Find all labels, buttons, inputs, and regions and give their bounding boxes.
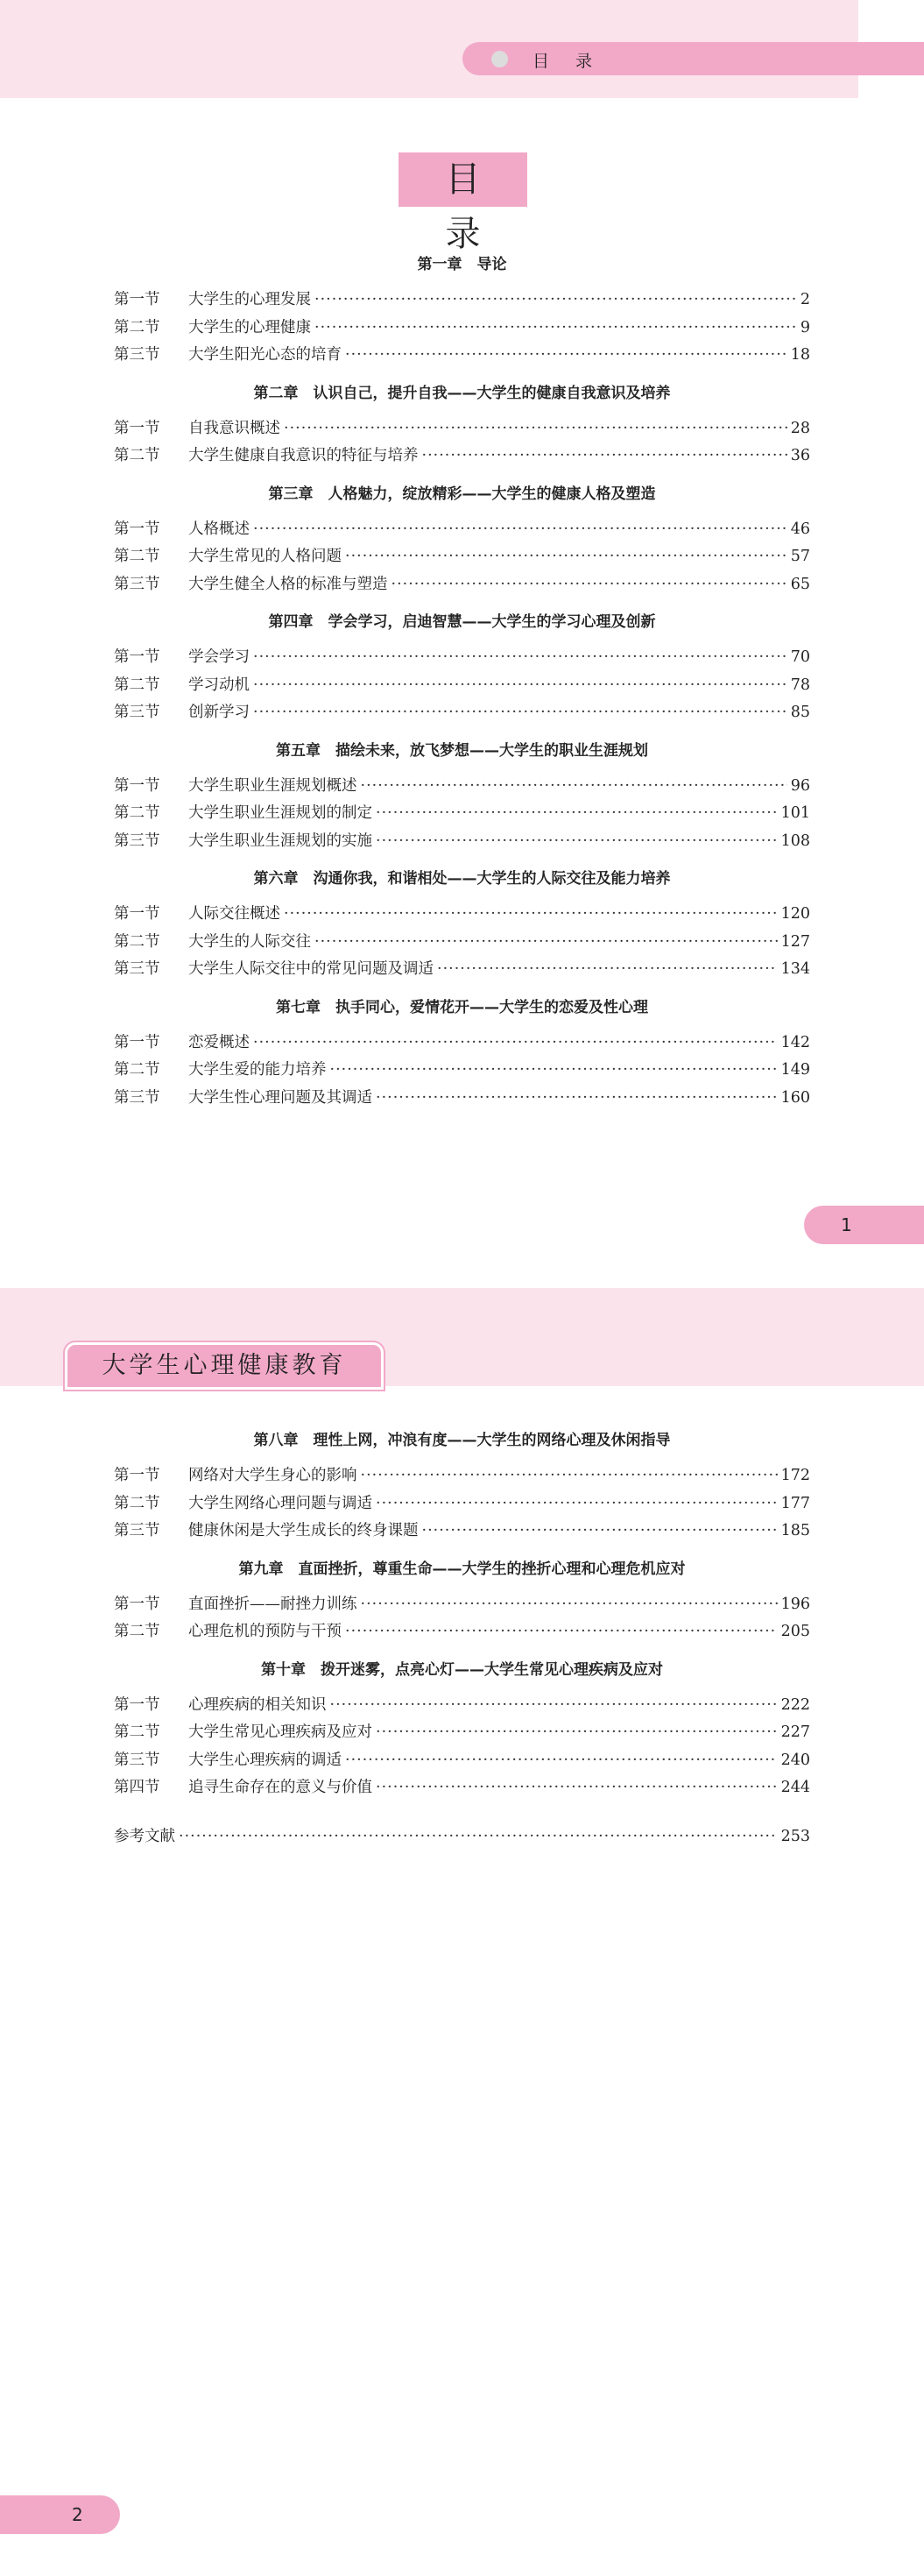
dot-leader — [314, 315, 797, 343]
section-title: 大学生的人际交往 — [188, 932, 311, 951]
dot-leader — [376, 1490, 778, 1518]
section-number: 第二节 — [114, 548, 160, 565]
chapter-heading: 第七章 执手同心，爱情花开——大学生的恋爱及性心理 — [276, 998, 648, 1016]
section-number: 第三节 — [114, 1751, 160, 1769]
section-title: 大学生心理疾病的调适 — [188, 1751, 342, 1769]
section-number: 第一节 — [114, 1467, 160, 1484]
toc-entry[interactable] — [114, 543, 810, 571]
section-number: 第二节 — [114, 932, 160, 951]
page-ref: 28 — [790, 419, 810, 437]
section-number: 第三节 — [114, 832, 160, 850]
toc-entry[interactable] — [114, 1719, 810, 1747]
dot-leader — [345, 342, 787, 370]
toc-entry[interactable] — [114, 773, 810, 801]
section-title: 大学生常见心理疾病及应对 — [188, 1723, 372, 1741]
page-ref: 177 — [780, 1494, 810, 1512]
chapter-heading: 第十章 拨开迷雾，点亮心灯——大学生常见心理疾病及应对 — [261, 1660, 663, 1679]
section-title: 大学生网络心理问题与调适 — [188, 1494, 372, 1512]
dot-leader — [253, 1030, 778, 1058]
section-number: 第二节 — [114, 804, 160, 822]
chapter-heading: 第八章 理性上网，冲浪有度——大学生的网络心理及休闲指导 — [253, 1432, 671, 1449]
dot-leader — [376, 800, 778, 828]
section-number: 第一节 — [114, 1695, 160, 1714]
header-tab-label: 目 录 — [533, 52, 603, 71]
section-number: 第一节 — [114, 905, 160, 923]
page-ref: 46 — [790, 520, 810, 538]
toc-entry[interactable] — [114, 1518, 810, 1546]
toc-entry[interactable] — [114, 1618, 810, 1646]
page-number: 2 — [0, 2495, 120, 2534]
page-title: 目 录 — [399, 152, 527, 207]
section-title: 大学生职业生涯规划的实施 — [188, 832, 372, 850]
section-title: 学习动机 — [188, 676, 250, 694]
section-title: 大学生健全人格的标准与塑造 — [188, 575, 388, 593]
section-title: 网络对大学生身心的影响 — [188, 1467, 357, 1484]
section-number: 第一节 — [114, 419, 160, 437]
page-ref: 149 — [780, 1061, 810, 1079]
book-title: 大学生心理健康教育 — [65, 1342, 384, 1390]
dot-leader — [422, 442, 787, 471]
references-title: 参考文献 — [114, 1827, 175, 1845]
page-ref: 172 — [780, 1467, 810, 1484]
toc-entry[interactable] — [114, 1057, 810, 1085]
section-number: 第三节 — [114, 1088, 160, 1107]
dot-leader — [330, 1692, 778, 1720]
table-of-contents — [114, 251, 810, 1112]
section-title: 大学生人际交往中的常见问题及调适 — [188, 960, 434, 978]
dot-leader — [284, 901, 778, 929]
dot-leader — [361, 1462, 778, 1490]
section-number: 第一节 — [114, 776, 160, 795]
page-ref: 57 — [790, 548, 810, 565]
dot-leader — [314, 287, 797, 315]
dot-leader — [437, 956, 778, 984]
dot-leader — [422, 1518, 778, 1546]
page-ref: 85 — [790, 704, 810, 721]
page-ref: 78 — [790, 676, 810, 694]
section-title: 大学生的心理健康 — [188, 318, 311, 336]
section-title: 心理疾病的相关知识 — [188, 1695, 327, 1714]
page-ref: 253 — [780, 1827, 810, 1845]
toc-entry[interactable] — [114, 929, 810, 957]
toc-page-2 — [0, 1288, 924, 2576]
section-title: 大学生性心理问题及其调适 — [188, 1088, 372, 1107]
section-title: 人际交往概述 — [188, 905, 280, 923]
dot-leader — [376, 1774, 778, 1802]
toc-entry[interactable] — [114, 956, 810, 984]
dot-leader — [345, 1618, 778, 1646]
section-title: 大学生职业生涯规划概述 — [188, 776, 357, 795]
dot-leader — [376, 1719, 778, 1747]
page-ref: 240 — [780, 1751, 810, 1769]
toc-entry[interactable] — [114, 415, 810, 443]
section-title: 大学生阳光心态的培育 — [188, 346, 342, 364]
page-ref: 196 — [780, 1595, 810, 1613]
section-number: 第一节 — [114, 520, 160, 538]
section-title: 健康休闲是大学生成长的终身课题 — [188, 1522, 419, 1539]
page-ref: 96 — [790, 776, 810, 795]
toc-entry[interactable] — [114, 901, 810, 929]
dot-leader — [253, 516, 787, 544]
section-number: 第三节 — [114, 575, 160, 593]
chapter-heading: 第二章 认识自己，提升自我——大学生的健康自我意识及培养 — [253, 384, 671, 402]
section-number: 第二节 — [114, 1061, 160, 1079]
section-title: 追寻生命存在的意义与价值 — [188, 1779, 372, 1796]
page-number: 1 — [804, 1206, 924, 1244]
section-title: 学会学习 — [188, 648, 250, 666]
section-number: 第三节 — [114, 704, 160, 721]
toc-entry[interactable] — [114, 828, 810, 856]
toc-entry[interactable] — [114, 1692, 810, 1720]
chapter-heading: 第九章 直面挫折，尊重生命——大学生的挫折心理和心理危机应对 — [238, 1560, 686, 1578]
section-title: 大学生职业生涯规划的制定 — [188, 804, 372, 822]
page-ref: 160 — [780, 1088, 810, 1107]
dot-leader — [376, 828, 778, 856]
toc-entry[interactable] — [114, 342, 810, 370]
page-ref: 244 — [780, 1779, 810, 1796]
page-ref: 120 — [780, 905, 810, 923]
toc-entry[interactable] — [114, 571, 810, 599]
section-number: 第三节 — [114, 1522, 160, 1539]
toc-entry[interactable] — [114, 1591, 810, 1619]
page-ref: 70 — [790, 648, 810, 666]
section-number: 第二节 — [114, 318, 160, 336]
section-title: 创新学习 — [188, 704, 250, 721]
page-ref: 36 — [790, 447, 810, 464]
toc-entry[interactable] — [114, 1747, 810, 1775]
toc-entry[interactable] — [114, 1462, 810, 1490]
dot-leader — [314, 929, 778, 957]
toc-entry[interactable] — [114, 516, 810, 544]
chapter-heading: 第五章 描绘未来，放飞梦想——大学生的职业生涯规划 — [276, 741, 648, 760]
section-number: 第一节 — [114, 648, 160, 666]
section-number: 第一节 — [114, 1595, 160, 1613]
page-ref: 185 — [780, 1522, 810, 1539]
section-number: 第四节 — [114, 1779, 160, 1796]
toc-entry[interactable] — [114, 287, 810, 315]
toc-entry[interactable] — [114, 1490, 810, 1518]
dot-leader — [253, 644, 787, 672]
section-title: 大学生爱的能力培养 — [188, 1061, 327, 1079]
section-title: 大学生健康自我意识的特征与培养 — [188, 447, 419, 464]
chapter-heading: 第六章 沟通你我，和谐相处——大学生的人际交往及能力培养 — [253, 870, 671, 888]
section-number: 第二节 — [114, 1494, 160, 1512]
toc-entry[interactable] — [114, 315, 810, 343]
dot-leader — [361, 1591, 778, 1619]
toc-entry[interactable] — [114, 1030, 810, 1058]
table-of-contents — [114, 1427, 810, 1851]
section-number: 第一节 — [114, 291, 160, 308]
toc-entry[interactable] — [114, 699, 810, 727]
section-number: 第二节 — [114, 1723, 160, 1741]
chapter-heading: 第四章 学会学习，启迪智慧——大学生的学习心理及创新 — [268, 613, 656, 631]
header-tab — [462, 42, 924, 75]
toc-entry[interactable] — [114, 442, 810, 471]
page-ref: 2 — [800, 291, 810, 308]
page-ref: 222 — [780, 1695, 810, 1714]
dot-leader — [179, 1823, 778, 1851]
section-number: 第三节 — [114, 346, 160, 364]
page-ref: 205 — [780, 1623, 810, 1640]
page-ref: 127 — [780, 932, 810, 951]
dot-leader — [361, 773, 787, 801]
section-title: 恋爱概述 — [188, 1033, 250, 1051]
toc-entry[interactable] — [114, 800, 810, 828]
toc-entry[interactable] — [114, 1085, 810, 1113]
section-title: 心理危机的预防与干预 — [188, 1623, 342, 1640]
dot-leader — [345, 1747, 778, 1775]
circle-icon — [491, 51, 508, 67]
page-ref: 18 — [790, 346, 810, 364]
section-title: 大学生常见的人格问题 — [188, 548, 342, 565]
section-number: 第二节 — [114, 1623, 160, 1640]
dot-leader — [345, 543, 787, 571]
page-ref: 108 — [780, 832, 810, 850]
page-ref: 227 — [780, 1723, 810, 1741]
page-ref: 101 — [780, 804, 810, 822]
page-ref: 142 — [780, 1033, 810, 1051]
page-ref: 134 — [780, 960, 810, 978]
page-ref: 9 — [800, 318, 810, 336]
toc-entry[interactable] — [114, 672, 810, 700]
section-title: 人格概述 — [188, 520, 250, 538]
section-title: 直面挫折——耐挫力训练 — [188, 1595, 357, 1613]
section-number: 第三节 — [114, 960, 160, 978]
section-number: 第二节 — [114, 447, 160, 464]
dot-leader — [253, 699, 787, 727]
toc-entry[interactable] — [114, 1774, 810, 1802]
section-number: 第二节 — [114, 676, 160, 694]
chapter-heading: 第三章 人格魅力，绽放精彩——大学生的健康人格及塑造 — [268, 485, 656, 503]
dot-leader — [376, 1085, 778, 1113]
section-number: 第一节 — [114, 1033, 160, 1051]
dot-leader — [284, 415, 787, 443]
section-title: 大学生的心理发展 — [188, 291, 311, 308]
toc-entry[interactable] — [114, 644, 810, 672]
chapter-heading: 第一章 导论 — [417, 256, 507, 273]
page-ref: 65 — [790, 575, 810, 593]
toc-entry-references[interactable] — [114, 1823, 810, 1851]
section-title: 自我意识概述 — [188, 419, 280, 437]
dot-leader — [330, 1057, 778, 1085]
dot-leader — [391, 571, 787, 599]
dot-leader — [253, 672, 787, 700]
